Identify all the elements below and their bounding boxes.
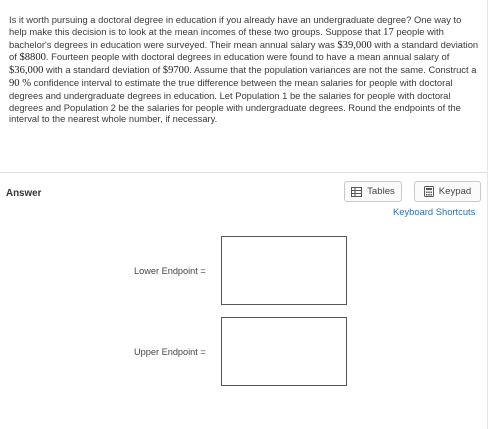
calculator-icon	[424, 186, 434, 197]
question-text-part: people with bachelor's degrees in education were surveyed. Their mean annual salary was	[9, 25, 444, 50]
question-text-part: Is it worth pursuing a doctoral degree in education if you already have an undergraduate degree? One way to help make this decision is to look at the mean incomes of these two groups. Suppose that	[9, 14, 462, 37]
question-text-part: with a standard deviation of	[9, 38, 479, 63]
sample-size-1: 17	[383, 26, 394, 38]
table-icon	[351, 187, 362, 197]
panel-edge	[487, 0, 488, 429]
upper-endpoint-label: Upper Endpoint =	[134, 347, 206, 357]
keyboard-shortcuts-link[interactable]: Keyboard Shortcuts	[393, 206, 476, 217]
question-text	[9, 14, 479, 125]
std-dev-1: $8800	[19, 52, 46, 64]
lower-endpoint-input[interactable]	[221, 236, 347, 305]
tables-button-label: Tables	[367, 186, 395, 197]
question-text-part: . Fourteen people with doctoral degrees in education were found to have a mean annual salary of	[45, 51, 450, 63]
mean-salary-1: $39,000	[337, 39, 372, 51]
mean-salary-2: $36,000	[9, 65, 44, 77]
section-divider	[0, 172, 488, 173]
lower-endpoint-label: Lower Endpoint =	[134, 266, 206, 276]
confidence-level: 90 %	[9, 77, 32, 89]
tables-button[interactable]	[344, 181, 402, 202]
std-dev-2: $9700	[162, 65, 190, 77]
question-text-part: with a standard deviation of	[43, 64, 163, 76]
question-text-part: . Assume that the population variances are not the same. Construct a	[189, 64, 477, 76]
answer-heading: Answer	[6, 188, 42, 199]
keypad-button[interactable]	[414, 181, 481, 202]
question-text-part: confidence interval to estimate the true difference between the mean salaries for people with doctoral degrees and undergraduate degrees in education. Let Population 1 be the salaries for people with doctoral degrees and Population 2 be the salaries for people with undergraduate degrees. Round the endpoints of the interval to the nearest whole number, if necessary.	[9, 76, 461, 125]
upper-endpoint-input[interactable]	[221, 317, 347, 386]
keypad-button-label: Keypad	[438, 186, 472, 197]
